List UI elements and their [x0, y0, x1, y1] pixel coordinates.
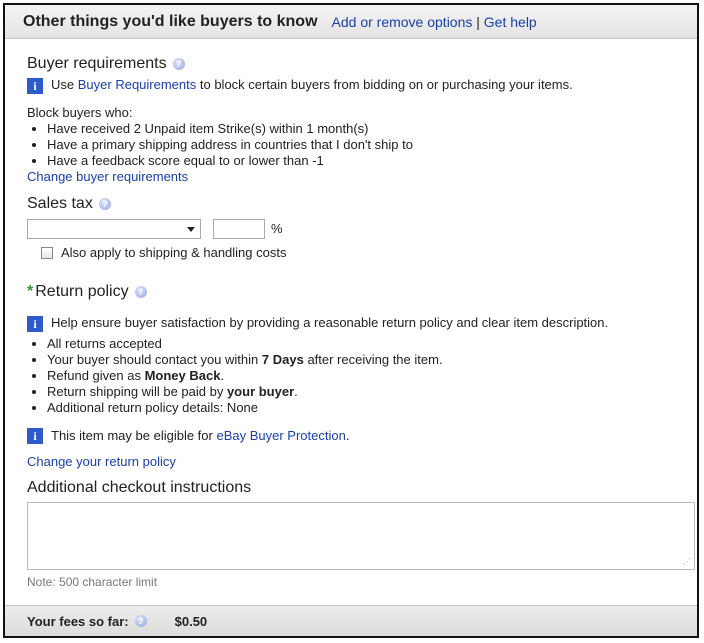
protection-prefix: This item may be eligible for: [51, 427, 213, 443]
refund-suffix: .: [220, 367, 225, 383]
list-item: [47, 352, 687, 368]
return-policy-section: [27, 283, 687, 470]
return-policy-info-text: Help ensure buyer satisfaction by providing a reasonable return policy and clear item description.: [51, 315, 609, 330]
info-icon: i: [27, 316, 43, 332]
chevron-down-icon: [187, 227, 195, 232]
tax-rate-input[interactable]: [213, 219, 265, 239]
add-remove-options-link[interactable]: Add or remove options: [331, 13, 473, 30]
checkout-instructions-section: [27, 479, 697, 590]
list-item: • Have a primary shipping address in countries that I don't ship to: [47, 137, 687, 153]
return-policy-info: [27, 315, 687, 332]
shipping-suffix: .: [294, 383, 298, 399]
resize-grip-icon[interactable]: ⋰: [683, 557, 691, 566]
buyer-requirements-link[interactable]: Buyer Requirements: [77, 77, 197, 92]
apply-shipping-label: Also apply to shipping & handling costs: [61, 245, 287, 260]
sales-tax-title: Sales tax: [27, 195, 93, 212]
tax-state-select[interactable]: [27, 219, 201, 239]
buyer-protection-info: [27, 428, 687, 445]
return-policy-list: [27, 336, 687, 416]
buyer-requirements-info: [27, 77, 687, 94]
percent-symbol: %: [271, 221, 283, 236]
fees-label: Your fees so far:: [27, 613, 129, 629]
block-buyers-label: Block buyers who:: [27, 104, 133, 120]
shipping-value: your buyer: [226, 383, 295, 399]
list-item: • Additional return policy details: None: [47, 400, 687, 416]
list-item: • Have a feedback score equal to or lower than -1: [47, 153, 687, 169]
protection-suffix: .: [345, 427, 350, 443]
shipping-prefix: Return shipping will be paid by: [47, 383, 224, 399]
buyer-requirements-info-suffix: to block certain buyers from bidding on or purchasing your items.: [199, 77, 573, 92]
return-policy-title: Return policy: [35, 283, 129, 300]
change-return-policy-link[interactable]: Change your return policy: [27, 454, 176, 470]
contact-suffix: after receiving the item.: [307, 351, 443, 367]
sales-tax-inputs: [27, 219, 687, 239]
buyer-protection-link[interactable]: eBay Buyer Protection: [216, 427, 346, 443]
sales-tax-section: [27, 195, 687, 261]
header-links: [332, 14, 537, 30]
contact-prefix: Your buyer should contact you within: [47, 351, 259, 367]
apply-shipping-row: [27, 245, 687, 261]
get-help-link[interactable]: Get help: [483, 13, 537, 30]
apply-shipping-checkbox[interactable]: [41, 247, 53, 259]
refund-prefix: Refund given as: [47, 367, 141, 383]
panel-title: Other things you'd like buyers to know: [23, 12, 318, 30]
checkout-instructions-textarea[interactable]: [27, 502, 695, 570]
buyer-requirements-title: Buyer requirements: [27, 55, 167, 72]
return-policy-heading: [27, 283, 687, 301]
panel-header: [5, 5, 697, 39]
list-item: [47, 384, 687, 400]
checkout-instructions-title: Additional checkout instructions: [27, 479, 252, 496]
buyer-requirements-heading: [27, 55, 687, 73]
form-panel: [3, 3, 699, 638]
buyer-requirements-section: [27, 55, 687, 185]
info-icon: i: [27, 428, 43, 444]
contact-days: 7 Days: [261, 351, 304, 367]
buyer-requirements-info-prefix: Use: [51, 77, 75, 92]
help-icon[interactable]: ?: [173, 58, 185, 70]
help-icon[interactable]: ?: [99, 198, 111, 210]
fees-footer: [5, 605, 697, 636]
character-limit-note: Note: 500 character limit: [27, 575, 158, 589]
info-icon: i: [27, 78, 43, 94]
list-item: • All returns accepted: [47, 336, 687, 352]
help-icon[interactable]: ?: [135, 286, 147, 298]
block-rules-list: [27, 121, 687, 169]
change-buyer-requirements-link[interactable]: Change buyer requirements: [27, 168, 189, 184]
help-icon[interactable]: ?: [135, 615, 147, 627]
fees-amount: $0.50: [174, 613, 208, 629]
refund-value: Money Back: [144, 367, 221, 383]
header-link-separator: |: [476, 13, 480, 30]
sales-tax-heading: [27, 195, 687, 213]
required-marker: *: [27, 283, 34, 300]
list-item: • Have received 2 Unpaid item Strike(s) within 1 month(s): [47, 121, 687, 137]
list-item: [47, 368, 687, 384]
